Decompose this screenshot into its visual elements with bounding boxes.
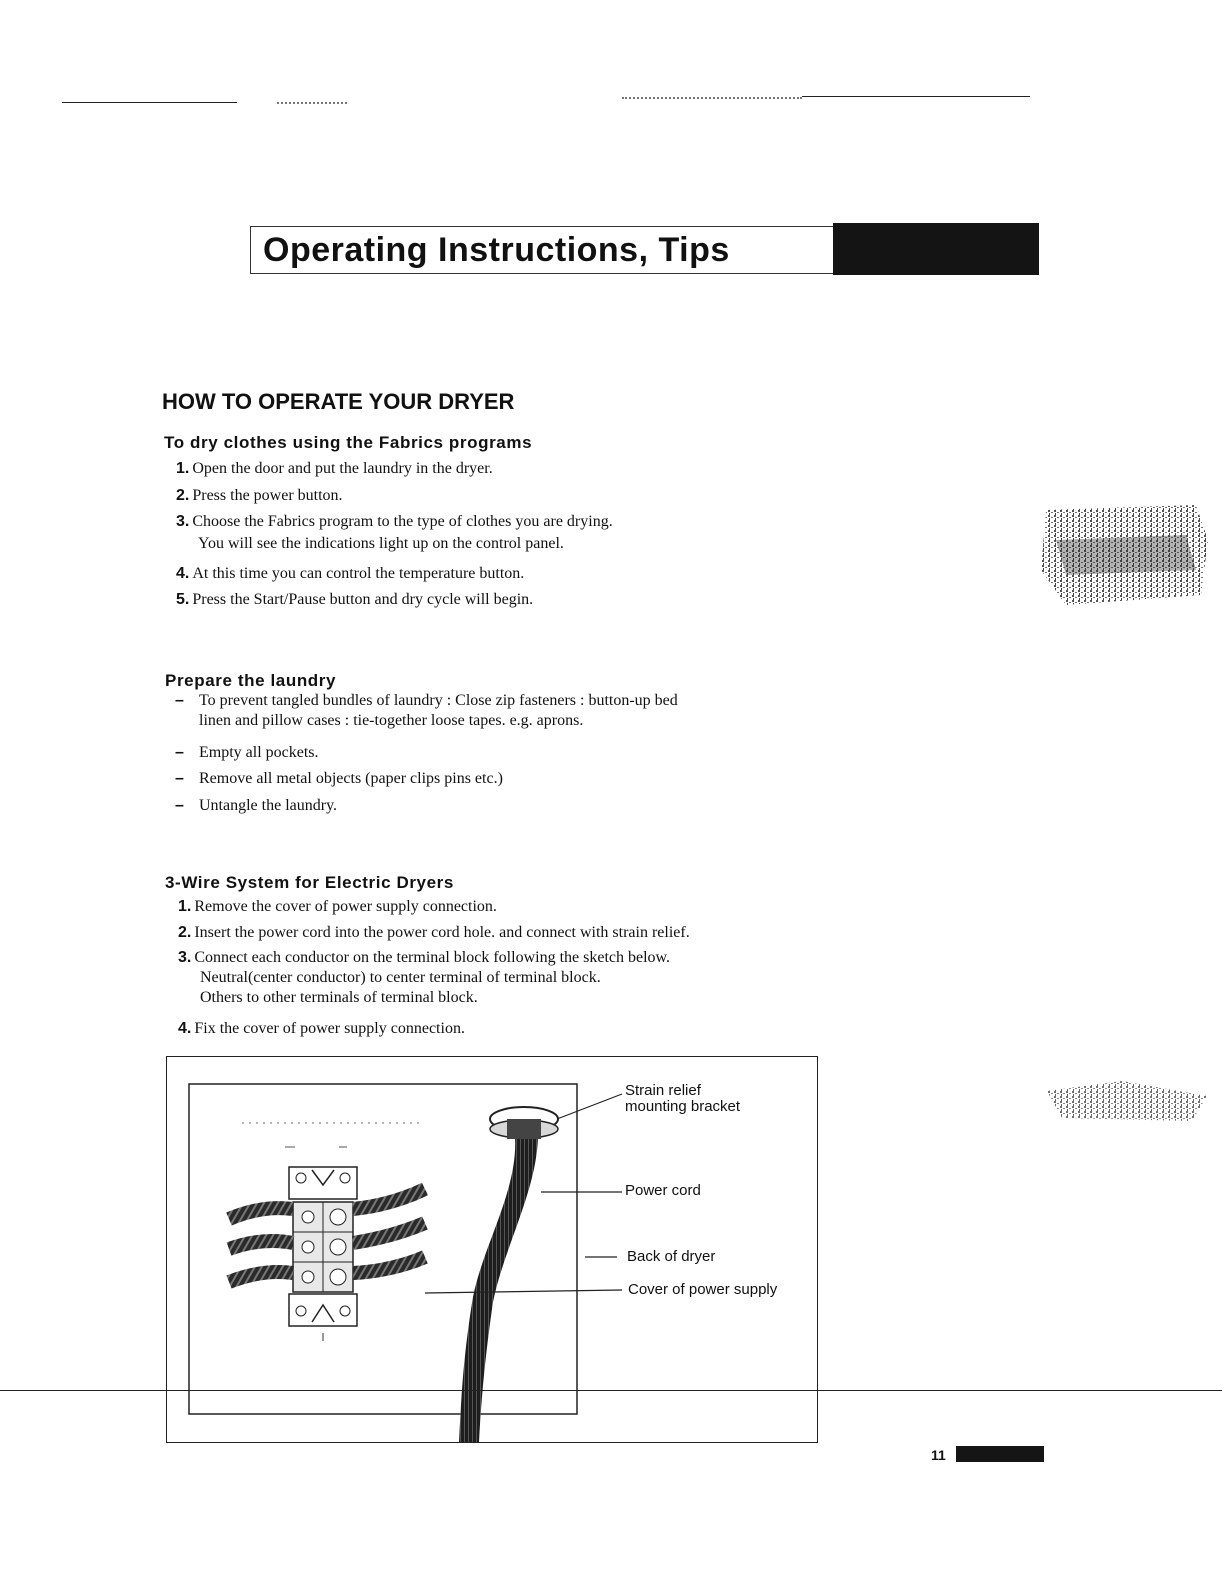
section-heading: HOW TO OPERATE YOUR DRYER: [162, 389, 515, 414]
step-text: Press the Start/Pause button and dry cycle will begin.: [192, 591, 534, 608]
fabrics-step-4: [176, 565, 524, 583]
page-rule: [0, 1390, 1222, 1391]
step-text: Choose the Fabrics program to the type of clothes you are drying.: [192, 513, 613, 530]
callout-line-strain: [557, 1094, 622, 1119]
fabrics-step-3: [176, 513, 613, 553]
top-scan-line-left: [62, 102, 237, 103]
bullet-dash: –: [175, 692, 184, 709]
step-number: 1.: [178, 898, 192, 915]
page-number: 11: [931, 1447, 946, 1463]
step-number: 4.: [176, 565, 190, 582]
step-text: Press the power button.: [192, 487, 343, 504]
scan-noise-patch-lower: [1042, 1076, 1212, 1126]
step-text: Connect each conductor on the terminal block following the sketch below.: [194, 949, 671, 966]
power-cord-shape: [459, 1117, 538, 1442]
step-number: 3.: [178, 949, 192, 966]
step-continuation: Others to other terminals of terminal block.: [200, 989, 478, 1006]
wire-step-2: [178, 924, 690, 942]
prepare-heading: Prepare the laundry: [165, 671, 337, 690]
step-number: 3.: [176, 513, 190, 530]
step-text: Remove the cover of power supply connection.: [194, 898, 497, 915]
bullet-text: To prevent tangled bundles of laundry : Close zip fasteners : button-up bed: [199, 692, 678, 709]
fabrics-step-2: [176, 487, 343, 505]
bullet-dash: –: [175, 770, 184, 787]
step-number: 5.: [176, 591, 190, 608]
step-text: At this time you can control the temperature button.: [192, 565, 525, 582]
step-continuation: You will see the indications light up on the control panel.: [198, 535, 564, 552]
callout-line-cover: [425, 1290, 622, 1293]
callout-strain-relief-2: mounting bracket: [625, 1098, 741, 1115]
wiring-diagram: [166, 1056, 818, 1443]
terminal-block: [289, 1167, 357, 1341]
title-box: [250, 226, 1039, 274]
step-text: Open the door and put the laundry in the dryer.: [192, 460, 493, 477]
step-text: Fix the cover of power supply connection.: [194, 1020, 465, 1037]
callout-power-cord: Power cord: [625, 1182, 701, 1199]
fabrics-step-5: [176, 591, 533, 609]
callout-back-of-dryer: Back of dryer: [627, 1248, 716, 1265]
top-scan-dots-right: [622, 97, 802, 99]
wire-step-3: [178, 949, 670, 1007]
page-tab-bar: [956, 1446, 1044, 1462]
title-black-bar: [833, 223, 1039, 275]
top-scan-dots-left: [277, 102, 347, 104]
fabrics-step-1: [176, 460, 493, 478]
step-number: 2.: [176, 487, 190, 504]
scan-noise-patch-upper: [1036, 500, 1212, 610]
bullet-dash: –: [175, 797, 184, 814]
wire-step-1: [178, 898, 497, 916]
step-text: Insert the power cord into the power cord hole. and connect with strain relief.: [194, 924, 690, 941]
prepare-bullet-1: [175, 692, 678, 730]
wire-heading: 3-Wire System for Electric Dryers: [165, 873, 454, 892]
top-scan-line-right: [802, 96, 1030, 97]
prepare-bullet-2: [175, 744, 319, 762]
bullet-continuation: linen and pillow cases : tie-together loose tapes. e.g. aprons.: [199, 712, 584, 729]
bullet-text: Untangle the laundry.: [199, 797, 338, 814]
step-number: 4.: [178, 1020, 192, 1037]
prepare-bullet-4: [175, 797, 337, 815]
wire-left-group: [229, 1208, 293, 1282]
strain-relief-bracket: [490, 1107, 558, 1139]
bullet-text: Remove all metal objects (paper clips pins etc.): [199, 770, 503, 787]
prepare-bullet-3: [175, 770, 503, 788]
page-title: Operating Instructions, Tips: [263, 231, 730, 269]
callout-strain-relief-1: Strain relief: [625, 1082, 701, 1099]
step-continuation: Neutral(center conductor) to center terminal of terminal block.: [200, 969, 601, 986]
bullet-dash: –: [175, 744, 184, 761]
callout-cover: Cover of power supply: [628, 1281, 778, 1298]
fabrics-heading: To dry clothes using the Fabrics programs: [164, 433, 533, 452]
wire-right-group: [353, 1189, 425, 1273]
step-number: 2.: [178, 924, 192, 941]
bullet-text: Empty all pockets.: [199, 744, 319, 761]
step-number: 1.: [176, 460, 190, 477]
wire-step-4: [178, 1020, 465, 1038]
